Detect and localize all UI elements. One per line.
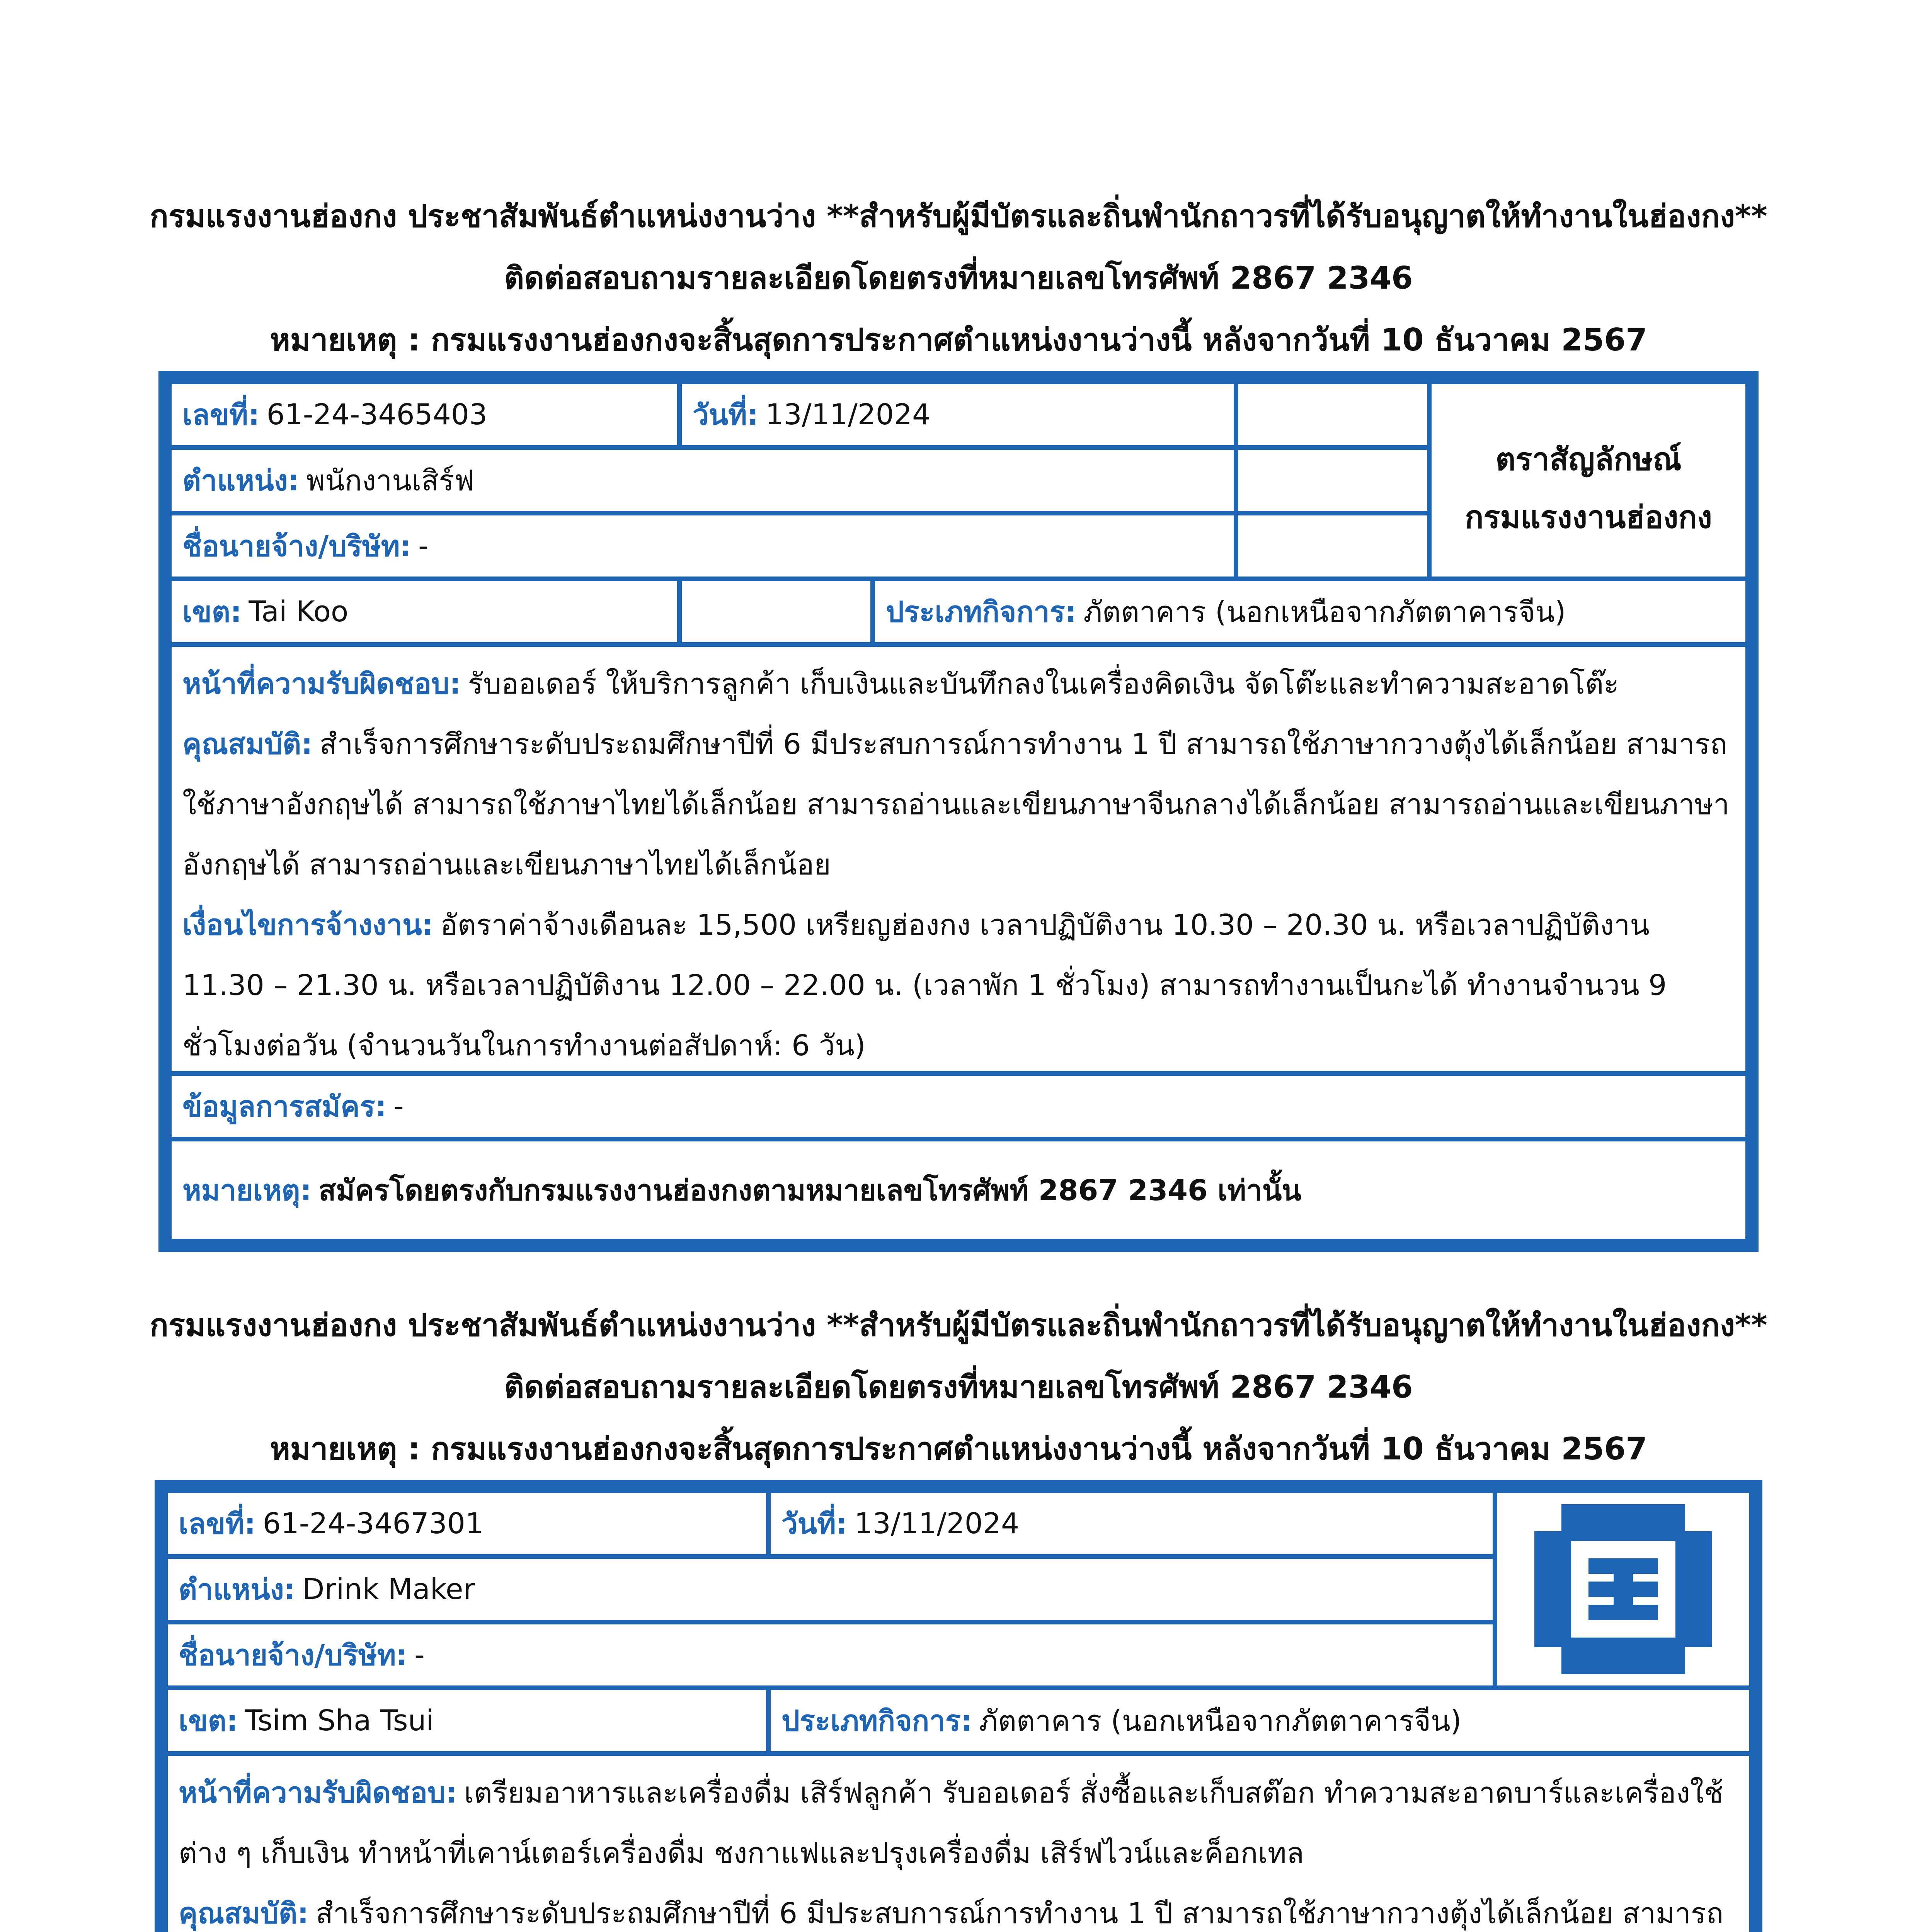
district-cell [169,579,679,645]
emblem-line2: กรมแรงงานฮ่องกง [1465,499,1712,535]
position-label: ตำแหน่ง: [179,1573,296,1606]
employer-value: - [414,1638,425,1672]
employer-cell [165,1622,1495,1688]
notice-2-card [155,1480,1762,1932]
ref-number-label: เลขที่: [182,398,260,432]
position-value: Drink Maker [302,1573,475,1606]
labour-department-logo-icon [1534,1504,1712,1674]
business-type-cell [873,579,1748,645]
qualifications-paragraph [179,1883,1738,1932]
terms-label: เงื่อนไขการจ้างงาน: [182,908,434,942]
employer-cell [169,513,1236,579]
notice-1-header-line2: ติดต่อสอบถามรายละเอียดโดยตรงที่หมายเลขโทรศัพท์ 2867 2346 [504,260,1413,296]
business-type-value: ภัตตาคาร (นอกเหนือจากภัตตาคารจีน) [1083,595,1566,629]
job-description-cell [165,1753,1752,1932]
empty-cell [1236,382,1429,447]
empty-cell [1236,513,1429,579]
notice-1-header-line1: กรมแรงงานฮ่องกง ประชาสัมพันธ์ตำแหน่งงานว่าง **สำหรับผู้มีบัตรและถิ่นพำนักถาวรที่ได้รับอนุญาตให้ทำงานในฮ่องกง** [150,198,1767,234]
qualifications-value: สำเร็จการศึกษาระดับประถมศึกษาปีที่ 6 มีประสบการณ์การทำงาน 1 ปี สามารถใช้ภาษากวางตุ้งได้เล็กน้อย สามารถใช้ภาษาอังกฤษได้ สามารถใช้ภาษาไทยได้เล็กน้อย สามารถอ่านและเขียนภาษาจีนกลางได้เล็กน้อย สามารถอ่านและเขียนภาษาอังกฤษได้ สามารถอ่านและเขียนภาษาไทยได้เล็กน้อย [182,728,1730,881]
district-label: เขต: [179,1704,238,1738]
terms-paragraph [182,895,1735,1073]
terms-value: อัตราค่าจ้างเดือนละ 15,500 เหรียญฮ่องกง เวลาปฏิบัติงาน 10.30 – 20.30 น. หรือเวลาปฏิบัติงาน 11.30 – 21.30 น. หรือเวลาปฏิบัติงาน 12.00 – 22.00 น. (เวลาพัก 1 ชั่วโมง) สามารถทำงานเป็นกะได้ ทำงานจำนวน 9 ชั่วโมงต่อวัน (จำนวนวันในการทำงานต่อสัปดาห์: 6 วัน) [182,908,1667,1062]
ref-number-value: 61-24-3465403 [266,398,487,431]
duties-label: หน้าที่ความรับผิดชอบ: [179,1776,457,1810]
position-cell [169,447,1236,513]
employer-label: ชื่อนายจ้าง/บริษัท: [182,530,412,563]
district-label: เขต: [182,595,242,629]
district-value: Tsim Sha Tsui [245,1704,434,1737]
ref-number-label: เลขที่: [179,1507,256,1541]
notice-2-header-line1: กรมแรงงานฮ่องกง ประชาสัมพันธ์ตำแหน่งงานว่าง **สำหรับผู้มีบัตรและถิ่นพำนักถาวรที่ได้รับอนุญาตให้ทำงานในฮ่องกง** [150,1307,1767,1343]
notice-2-header-line3: หมายเหตุ : กรมแรงงานฮ่องกงจะสิ้นสุดการประกาศตำแหน่งงานว่างนี้ หลังจากวันที่ 10 ธันวาคม 2567 [270,1431,1647,1467]
remark-label: หมายเหตุ: [182,1174,312,1207]
remark-cell [169,1139,1748,1241]
date-label: วันที่: [781,1507,848,1541]
date-cell [768,1491,1495,1556]
empty-cell [1236,447,1429,513]
qualifications-paragraph [182,714,1735,895]
position-cell [165,1556,1495,1622]
remark-value: สมัครโดยตรงกับกรมแรงงานฮ่องกงตามหมายเลขโทรศัพท์ 2867 2346 เท่านั้น [318,1174,1302,1207]
date-value: 13/11/2024 [765,398,931,431]
district-value: Tai Koo [249,595,349,628]
position-label: ตำแหน่ง: [182,464,300,497]
date-cell [679,382,1236,447]
application-info-cell [169,1073,1748,1139]
business-type-value: ภัตตาคาร (นอกเหนือจากภัตตาคารจีน) [979,1704,1462,1738]
position-value: พนักงานเสิร์ฟ [306,464,475,497]
duties-value: เตรียมอาหารและเครื่องดื่ม เสิร์ฟลูกค้า รับออเดอร์ สั่งซื้อและเก็บสต๊อก ทำความสะอาดบาร์และเครื่องใช้ต่าง ๆ เก็บเงิน ทำหน้าที่เคาน์เตอร์เครื่องดื่ม ชงกาแฟและปรุงเครื่องดื่ม เสิร์ฟไวน์และค็อกเทล [179,1776,1724,1870]
duties-paragraph [179,1763,1738,1883]
business-type-label: ประเภทกิจการ: [886,595,1077,629]
notice-1-card [158,371,1759,1252]
ref-number-value: 61-24-3467301 [262,1507,484,1540]
emblem-cell [1429,382,1748,579]
duties-value: รับออเดอร์ ให้บริการลูกค้า เก็บเงินและบันทึกลงในเครื่องคิดเงิน จัดโต๊ะและทำความสะอาดโต๊ะ [468,667,1619,701]
business-type-cell [768,1688,1752,1753]
duties-paragraph [182,654,1735,714]
date-value: 13/11/2024 [854,1507,1020,1540]
employer-label: ชื่อนายจ้าง/บริษัท: [179,1639,408,1672]
ref-number-cell [169,382,679,447]
notice-1-header-line3: หมายเหตุ : กรมแรงงานฮ่องกงจะสิ้นสุดการประกาศตำแหน่งงานว่างนี้ หลังจากวันที่ 10 ธันวาคม 2567 [270,322,1647,358]
qualifications-label: คุณสมบัติ: [179,1897,309,1930]
application-info-value: - [393,1090,404,1123]
district-cell [165,1688,768,1753]
emblem-line1: ตราสัญลักษณ์ [1495,441,1682,477]
duties-label: หน้าที่ความรับผิดชอบ: [182,667,461,701]
job-description-cell [169,645,1748,1073]
business-type-label: ประเภทกิจการ: [781,1704,972,1738]
application-info-label: ข้อมูลการสมัคร: [182,1090,387,1123]
qualifications-label: คุณสมบัติ: [182,728,313,761]
date-label: วันที่: [693,398,759,432]
qualifications-value: สำเร็จการศึกษาระดับประถมศึกษาปีที่ 6 มีประสบการณ์การทำงาน 1 ปี สามารถใช้ภาษากวางตุ้งได้เล็กน้อย สามารถ [315,1897,1724,1930]
employer-value: - [418,529,429,563]
logo-cell [1495,1491,1752,1688]
notice-2-header-line2: ติดต่อสอบถามรายละเอียดโดยตรงที่หมายเลขโทรศัพท์ 2867 2346 [504,1369,1413,1405]
ref-number-cell [165,1491,768,1556]
empty-cell [679,579,873,645]
